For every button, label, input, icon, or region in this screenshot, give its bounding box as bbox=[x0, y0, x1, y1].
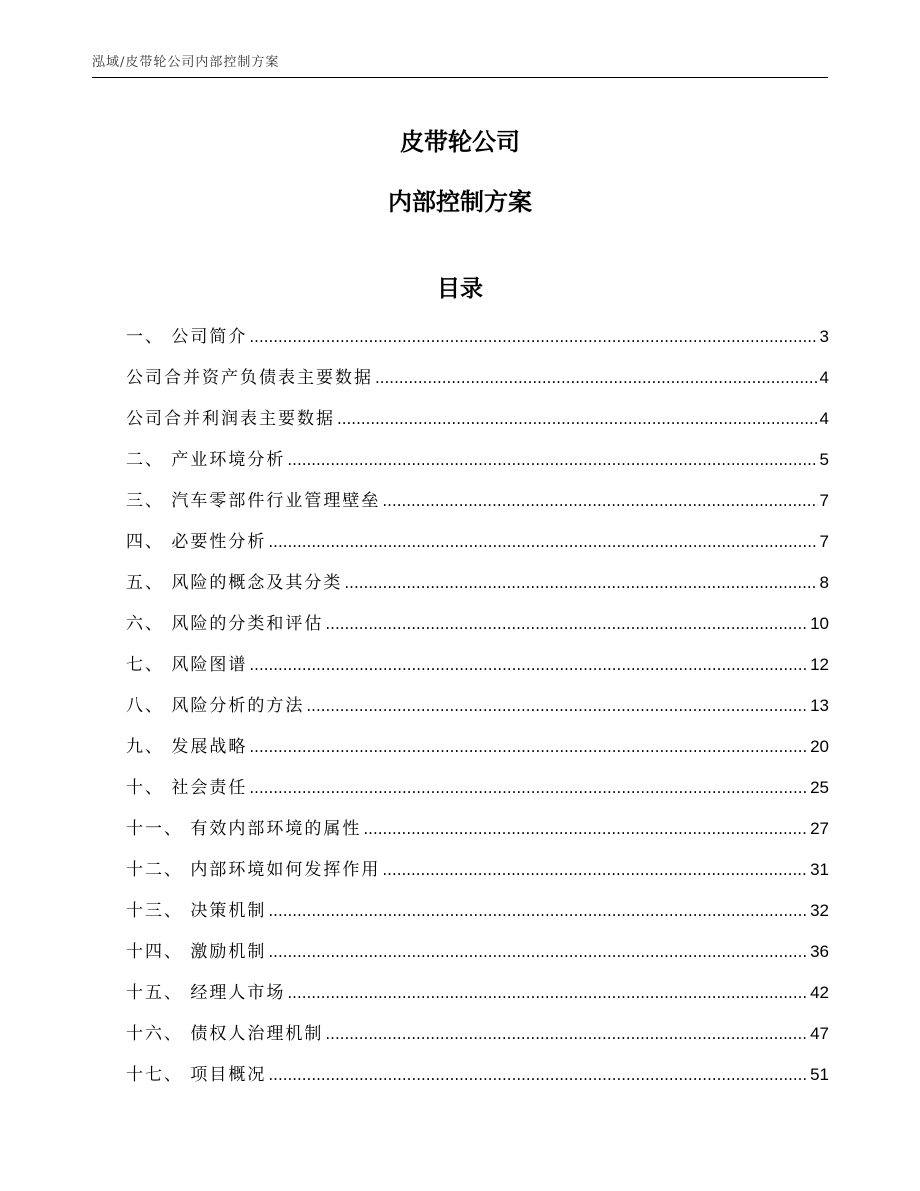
toc-dot-leader bbox=[268, 943, 808, 961]
toc-entry-label: 风险分析的方法 bbox=[171, 696, 305, 716]
toc-entry-number: 七、 bbox=[126, 655, 172, 675]
toc-dot-leader bbox=[382, 861, 808, 879]
document-title-company: 皮带轮公司 bbox=[400, 128, 520, 156]
toc-entry-page: 12 bbox=[810, 655, 829, 674]
toc-dot-leader bbox=[268, 533, 817, 551]
toc-entry-number: 十六、 bbox=[126, 1024, 191, 1044]
toc-entry-page: 42 bbox=[810, 983, 829, 1002]
toc-entry-number: 十一、 bbox=[126, 819, 191, 839]
toc-entry-number: 十四、 bbox=[126, 942, 191, 962]
toc-entry-page: 36 bbox=[810, 942, 829, 961]
toc-dot-leader bbox=[249, 779, 808, 797]
toc-entry-label: 内部环境如何发挥作用 bbox=[190, 860, 381, 880]
toc-entry-page: 32 bbox=[810, 901, 829, 920]
toc-entry[interactable] bbox=[126, 732, 829, 773]
toc-entry-number: 九、 bbox=[126, 737, 172, 757]
toc-entry-number: 十七、 bbox=[126, 1065, 191, 1085]
toc-entry-page: 10 bbox=[810, 614, 829, 633]
toc-entry-page: 5 bbox=[819, 450, 829, 469]
toc-entry-label: 发展战略 bbox=[171, 737, 248, 757]
toc-entry-page: 3 bbox=[819, 327, 829, 346]
toc-dot-leader bbox=[268, 1066, 808, 1084]
toc-entry-page: 4 bbox=[819, 368, 829, 387]
toc-entry[interactable] bbox=[126, 363, 829, 404]
toc-entry-page: 13 bbox=[810, 696, 829, 715]
toc-entry-label: 经理人市场 bbox=[190, 983, 286, 1003]
toc-entry-label: 风险图谱 bbox=[171, 655, 248, 675]
toc-entry-page: 7 bbox=[819, 532, 829, 551]
toc-entry[interactable] bbox=[126, 814, 829, 855]
document-title-subject: 内部控制方案 bbox=[388, 188, 532, 216]
toc-dot-leader bbox=[287, 451, 817, 469]
toc-entry-page: 31 bbox=[810, 860, 829, 879]
toc-entry-number: 二、 bbox=[126, 450, 172, 470]
toc-entry-page: 25 bbox=[810, 778, 829, 797]
toc-entry-number: 六、 bbox=[126, 614, 172, 634]
toc-entry[interactable] bbox=[126, 1019, 829, 1060]
toc-entry-page: 4 bbox=[819, 409, 829, 428]
toc-dot-leader bbox=[375, 369, 818, 387]
toc-dot-leader bbox=[363, 820, 808, 838]
toc-entry-label: 汽车零部件行业管理壁垒 bbox=[171, 491, 381, 511]
toc-entry-number: 五、 bbox=[126, 573, 172, 593]
toc-entry-page: 47 bbox=[810, 1024, 829, 1043]
toc-entry[interactable] bbox=[126, 568, 829, 609]
toc-entry-label: 激励机制 bbox=[190, 942, 267, 962]
toc-entry-label: 项目概况 bbox=[190, 1065, 267, 1085]
toc-dot-leader bbox=[325, 1025, 808, 1043]
header-divider bbox=[92, 77, 828, 78]
toc-entry[interactable] bbox=[126, 773, 829, 814]
toc-entry-number: 十二、 bbox=[126, 860, 191, 880]
toc-entry[interactable] bbox=[126, 527, 829, 568]
toc-entry[interactable] bbox=[126, 650, 829, 691]
toc-entry-label: 风险的概念及其分类 bbox=[171, 573, 343, 593]
toc-dot-leader bbox=[249, 656, 808, 674]
toc-dot-leader bbox=[249, 738, 808, 756]
toc-entry-number: 八、 bbox=[126, 696, 172, 716]
toc-entry-label: 风险的分类和评估 bbox=[171, 614, 324, 634]
toc-dot-leader bbox=[287, 984, 808, 1002]
toc-dot-leader bbox=[306, 697, 808, 715]
toc-dot-leader bbox=[249, 328, 817, 346]
running-header: 泓域/皮带轮公司内部控制方案 bbox=[92, 55, 280, 70]
toc-entry-label: 公司合并利润表主要数据 bbox=[126, 409, 335, 429]
toc-entry[interactable] bbox=[126, 404, 829, 445]
toc-entry[interactable] bbox=[126, 855, 829, 896]
toc-entry[interactable] bbox=[126, 978, 829, 1019]
toc-entry-number: 十三、 bbox=[126, 901, 191, 921]
toc-entry[interactable] bbox=[126, 1060, 829, 1101]
toc-entry-page: 27 bbox=[810, 819, 829, 838]
toc-entry-page: 8 bbox=[819, 573, 829, 592]
toc-entry-label: 决策机制 bbox=[190, 901, 267, 921]
toc-heading: 目录 bbox=[437, 276, 483, 302]
toc-entry-number: 十、 bbox=[126, 778, 172, 798]
toc-entry-label: 公司简介 bbox=[171, 327, 248, 347]
toc-dot-leader bbox=[337, 410, 818, 428]
toc-entry[interactable] bbox=[126, 691, 829, 732]
toc-dot-leader bbox=[344, 574, 817, 592]
toc-entry-label: 公司合并资产负债表主要数据 bbox=[126, 368, 373, 388]
toc-entry[interactable] bbox=[126, 445, 829, 486]
toc-entry-number: 一、 bbox=[126, 327, 172, 347]
toc-entry-label: 必要性分析 bbox=[171, 532, 267, 552]
toc-entry-page: 20 bbox=[810, 737, 829, 756]
toc-entry-page: 51 bbox=[810, 1065, 829, 1084]
toc-entry-label: 债权人治理机制 bbox=[190, 1024, 324, 1044]
toc-entry[interactable] bbox=[126, 609, 829, 650]
toc-entry-page: 7 bbox=[819, 491, 829, 510]
toc-entry[interactable] bbox=[126, 486, 829, 527]
toc-entry-number: 十五、 bbox=[126, 983, 191, 1003]
table-of-contents bbox=[126, 322, 829, 1101]
toc-entry[interactable] bbox=[126, 896, 829, 937]
toc-entry-number: 三、 bbox=[126, 491, 172, 511]
toc-dot-leader bbox=[268, 902, 808, 920]
toc-entry-number: 四、 bbox=[126, 532, 172, 552]
toc-entry[interactable] bbox=[126, 322, 829, 363]
toc-dot-leader bbox=[382, 492, 817, 510]
toc-entry-label: 有效内部环境的属性 bbox=[190, 819, 362, 839]
toc-entry-label: 产业环境分析 bbox=[171, 450, 286, 470]
toc-entry[interactable] bbox=[126, 937, 829, 978]
toc-entry-label: 社会责任 bbox=[171, 778, 248, 798]
toc-dot-leader bbox=[325, 615, 808, 633]
